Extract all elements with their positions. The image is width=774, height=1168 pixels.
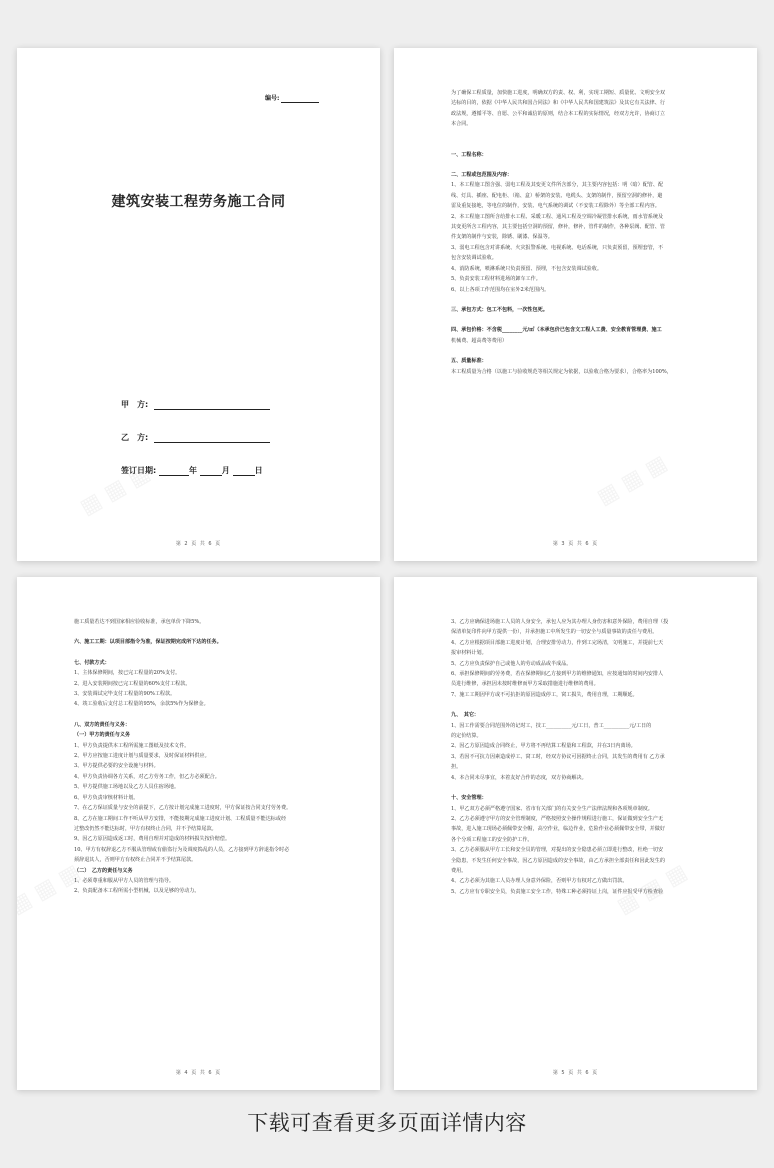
spacer xyxy=(451,130,702,150)
cover-page xyxy=(17,48,380,561)
spacer xyxy=(451,295,702,305)
download-caption: 下载可查看更多页面详情内容 xyxy=(247,1111,527,1135)
text-line: 4、本合同未尽事宜，本着友好合作的态度，双方协商解决。 xyxy=(451,774,587,781)
section-heading: 四、承包价格：不含税________元/㎡（本承包价已包含文工程人工费、安全教育管理费、施工 xyxy=(451,327,662,334)
month-label: 月 xyxy=(221,466,230,475)
section-heading: 六、施工工期：以项目部指令为准，保证按期完成所下达的任务。 xyxy=(74,639,222,646)
contract-number xyxy=(265,93,319,103)
text-line: 为了确保工程质量，加快施工进度，明确双方的责、权、利，实现工期短、质量优、文明安全双 xyxy=(451,90,665,96)
text-line: 3、乙方应确保进场施工人员的人身安全，承包人应为其办理人身伤害和意外保险，费用自理（投 xyxy=(451,619,669,625)
text-line: 4、乙方应根据项目部施工进度计划，合理安排劳动力，作到工完场清，文明施工，并提前七天 xyxy=(451,639,664,646)
text-line: 7、在乙方保证质量与安全的前提下，乙方按计划完成施工进度时，甲方保证按合同支付劳务费。 xyxy=(74,805,292,812)
text-line: 4、竣工验收后支付总工程量的95%，余款5%作为保修金。 xyxy=(74,701,209,708)
text-line: 1、主体保修期间，按已完工程量的20%支付。 xyxy=(74,670,181,677)
text-line: 雷及重复接地，等电位的制作，安装、电气系统的调试（不安装工程除外）等全部工程内容。 xyxy=(451,203,660,210)
spacer xyxy=(451,783,702,793)
text-line: 1、本工程施工图含强、弱电工程及其变更文件所含部分，其主要内容包括：明（暗）配管、配 xyxy=(451,182,664,189)
text-line: 全隐患，不发生任何安全事故，因乙方原因造成的安全事故，由乙方承担全部责任和因此发生的 xyxy=(451,857,665,864)
text-line: 7、施工工期因甲方或不可抗拒的原因造成停工，窝工损失，费用自理，工期顺延。 xyxy=(451,691,638,698)
text-line: 线、灯具、插座、配电柜、（箱、盒）桥架的安装、电缆头、支架的制作，预留空洞的修补，避 xyxy=(451,192,663,199)
text-line: 担。 xyxy=(451,764,462,771)
section-heading: 五、质量标准： xyxy=(451,358,487,365)
text-line: 5、甲方提供施工场地以及乙方人员住宿场地。 xyxy=(74,784,180,791)
text-line: 9、因乙方原因造成返工时，费用自理并对造成的材料损失按价赔偿。 xyxy=(74,836,231,843)
party-a-label: 甲 方: xyxy=(121,400,149,409)
text-line: 报审材料计划。 xyxy=(451,650,487,657)
page-footer: 第 3 页 共 6 页 xyxy=(552,541,599,547)
text-line: 政法规，遵循平等、自愿、公平和诚信的原则，结合本工程的实际情况，经双方允许，协商订立 xyxy=(451,110,665,117)
day-label: 日 xyxy=(254,466,263,475)
sign-date-row xyxy=(121,465,263,476)
text-line: 各个分项工程施工的安全防护工作。 xyxy=(451,836,533,843)
spacer xyxy=(74,648,325,658)
text-line: 2、甲方应按施工进度计划与质量要求，及时保证材料供应。 xyxy=(74,753,210,760)
text-line: 1、甲方负责提供本工程所需施工图纸及技术文件。 xyxy=(74,742,190,749)
text-line: 保清单复印件向甲方提供一份），并承担施工中所发生的一切安全与质量事故的责任与费用。 xyxy=(451,629,658,636)
text-line: 6、以上各项工作范围均在室外2米范围内。 xyxy=(451,286,550,293)
page-footer: 第 4 页 共 6 页 xyxy=(175,1070,222,1076)
text-line: 5、乙方应有专职安全员，负责施工安全工作，特殊工种必须持证上岗，证件应报受甲方检查验 xyxy=(451,888,664,895)
page-body xyxy=(74,617,325,897)
text-line: 2、本工程施工图所含给排水工程、采暖工程、通风工程及空调冷凝管排水系统，雨水管系统及 xyxy=(451,213,664,220)
contract-page-3 xyxy=(394,48,757,561)
text-line: 施工质量若达不到国家相应验收标准，承包单价下降5%。 xyxy=(74,619,205,625)
contract-page-5 xyxy=(394,577,757,1090)
section-heading: 七、付款方式： xyxy=(74,659,110,666)
watermark xyxy=(593,451,672,511)
party-a-blank xyxy=(154,400,270,410)
section-heading: 三、承包方式：包工不包料，一次性包死。 xyxy=(451,306,548,313)
text-line: 6、甲方负责审核材料计划。 xyxy=(74,794,139,801)
section-heading: （二） 乙方的责任与义务 xyxy=(74,867,133,874)
text-line: 5、负责安装工程材料进场的卸车工作。 xyxy=(451,276,541,283)
text-line: 2、进入安装期间按已完工程量的60%支付工程款。 xyxy=(74,680,191,687)
year-label: 年 xyxy=(189,466,197,475)
party-a-row xyxy=(121,399,270,410)
text-line: 本合同。 xyxy=(451,121,472,128)
text-line: 3、安装调试完毕支付工程量的90%工程款。 xyxy=(74,691,176,698)
text-line: 2、因乙方原因造成合同终止，甲方将不再结算工程量和工程款，并在3日内离场。 xyxy=(451,743,636,750)
text-line: 过整改仍然不能达标时，甲方有权终止合同，并不予结算尾款。 xyxy=(74,825,217,832)
text-line: 2、乙方必须遵守甲方的安全管理制度，严格按照安全操作规程进行施工，保证做到安全生产无 xyxy=(451,815,664,822)
text-line: 达标的目的，依据《中华人民共和国合同法》和《中华人民共和国建筑法》及其它有关法律、行 xyxy=(451,100,665,107)
text-line: 2、负责配备本工程所需小型机械，以及足够的劳动力。 xyxy=(74,888,200,895)
text-line: 4、甲方负责协调各方关系，对乙方劳务工作，但乙方必须配合。 xyxy=(74,773,220,780)
text-line: 4、乙方必须为其施工人员办理人身意外保险，否则甲方有权对乙方做出罚款。 xyxy=(451,878,628,885)
text-line: 机械费、超高费等费用） xyxy=(451,337,508,344)
party-b-row xyxy=(121,432,270,443)
section-heading: 八、双方的责任与义务： xyxy=(74,721,131,728)
section-heading: （一）甲方的责任与义务 xyxy=(74,732,131,739)
text-line: 其变更所含工程内容，其主要包括空洞的预留，修补，修补，管件的制作，各种泵阀、配管、管 xyxy=(451,224,665,231)
spacer xyxy=(451,315,702,325)
page-footer: 第 5 页 共 6 页 xyxy=(552,1070,599,1076)
contract-number-label: 编号: xyxy=(265,95,280,102)
document-title: 建筑安装工程劳务施工合同 xyxy=(111,194,286,210)
contract-number-blank xyxy=(281,95,319,103)
text-line: 事故，进入施工现场必须佩带安全帽，高空作业，临边作业，危险作业必须佩带安全带，并做好 xyxy=(451,826,665,833)
text-line: 的定价结算。 xyxy=(451,733,482,740)
party-b-blank xyxy=(154,433,270,443)
text-line: 本工程质量为合格（以施工与验收规范等相关规定为依据，以验收合格为要求），合格率为100%， xyxy=(451,368,672,375)
text-line: 件支架的制作与安装，除锈、刷漆、保温等。 xyxy=(451,234,553,241)
section-heading: 九、 其它： xyxy=(451,712,480,719)
text-line: 5、乙方应负责保护自己或他人的劳动成品或半成品。 xyxy=(451,660,572,667)
text-line: 3、若因不可抗力因素造成停工、窝工时，经双方协议可因据终止合同，其发生的费用有 乙方承 xyxy=(451,753,665,760)
text-line: 1、甲乙双方必须严格遵守国家、省市有关部门的有关安全生产法律法规和各项规章制度。 xyxy=(451,805,653,812)
text-line: 3、甲方提供必要的安全设施与材料。 xyxy=(74,763,159,770)
text-line: 6、承担保修期间的劳务费，若在保修期间乙方接到甲方的维修通知，应按通知的时间内安排人 xyxy=(451,671,664,678)
spacer xyxy=(451,346,702,356)
text-line: 员进行维修，承担因未按时维修而甲方采取措施进行维修的费用。 xyxy=(451,681,599,688)
page-body xyxy=(451,617,702,897)
page-footer: 第 2 页 共 6 页 xyxy=(175,541,222,547)
day-blank xyxy=(233,466,255,476)
text-line: 包含安装调试验收。 xyxy=(451,255,497,262)
text-line: 1、必须尊重和服从甲方人员的管理与指导。 xyxy=(74,877,175,884)
spacer xyxy=(74,710,325,720)
text-line: 4、消防系统，喷淋系统只负责预留、预埋，不包含安装调试验收。 xyxy=(451,265,602,272)
page-body xyxy=(451,88,702,377)
spacer xyxy=(451,700,702,710)
text-line: 3、弱电工程包含对讲系统、火灾报警系统、电视系统、电话系统，只负责预留，预埋套管，不 xyxy=(451,244,664,251)
section-heading: 十、安全管理： xyxy=(451,795,487,802)
text-line: 10、甲方有权辞退乙方不服从管理或有偷盗行为及调度捣乱的人员，乙方接到甲方辞退指令时必 xyxy=(74,846,290,853)
month-blank xyxy=(200,466,222,476)
contract-page-4 xyxy=(17,577,380,1090)
year-blank xyxy=(159,466,189,476)
text-line: 3、乙方必须服从甲方工长和安全员的管理，对提出的安全隐患必须立即进行整改，杜绝一切安 xyxy=(451,847,664,854)
party-b-label: 乙 方: xyxy=(121,433,149,442)
text-line: 1、因工作需要合同范围外的记时工，技工__________元/工日，普工__________元/工日的 xyxy=(451,722,652,729)
text-line: 须辞退其人，否则甲方有权终止合同并不予结算尾款。 xyxy=(74,857,197,864)
spacer xyxy=(451,160,702,170)
section-heading: 一、工程名称： xyxy=(451,151,487,158)
text-line: 8、乙方在施工期间工作不听从甲方安排，不能按期完成施工进度计划、工程质量不能达标或经 xyxy=(74,815,287,822)
section-heading: 二、工程或包范围及内容： xyxy=(451,172,513,179)
sign-date-label: 签订日期: xyxy=(121,466,157,475)
text-line: 费用。 xyxy=(451,867,467,874)
spacer xyxy=(74,627,325,637)
